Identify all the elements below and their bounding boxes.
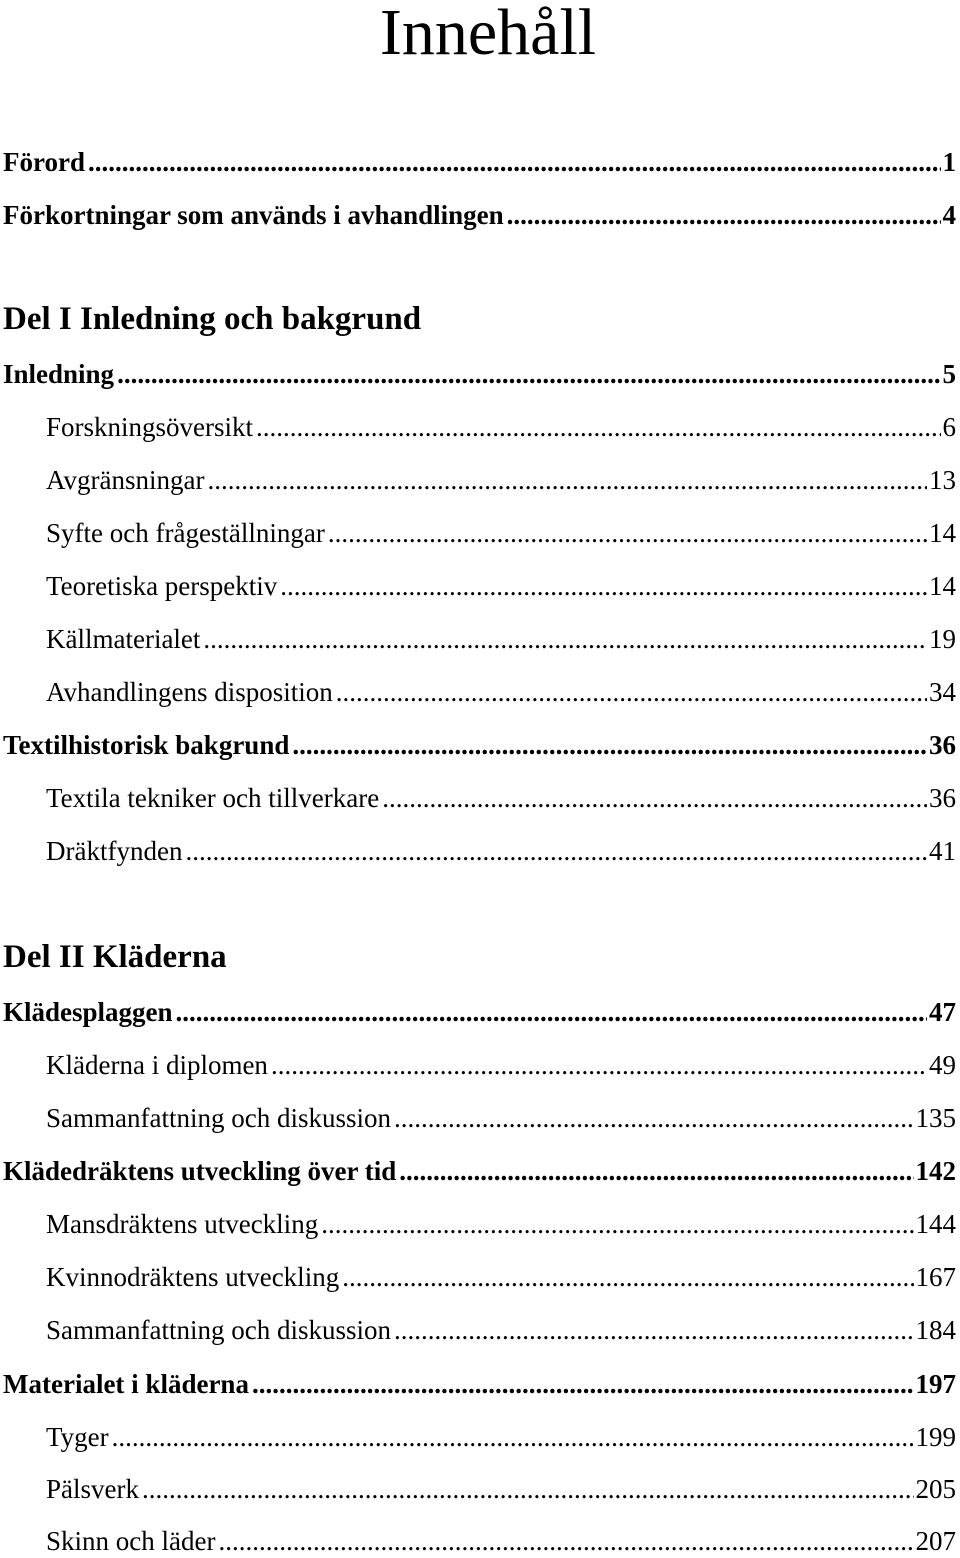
toc-entry-avhandlingens-disposition[interactable] (46, 675, 956, 709)
toc-entry-label: Avgränsningar (46, 465, 205, 495)
dot-leader (142, 1472, 914, 1506)
dot-leader (117, 357, 940, 391)
toc-entry-forkortningar[interactable] (3, 198, 956, 232)
toc-entry-page: 36 (929, 783, 956, 813)
toc-entry-avgransningar[interactable] (46, 463, 956, 497)
toc-entry-label: Klädedräktens utveckling över tid (3, 1156, 397, 1186)
toc-entry-label: Textilhistorisk bakgrund (3, 730, 290, 760)
part-heading-del-1: Del I Inledning och bakgrund (3, 301, 422, 337)
toc-entry-inledning[interactable] (3, 357, 956, 391)
dot-leader (256, 410, 940, 444)
toc-entry-page: 197 (915, 1369, 956, 1399)
dot-leader (185, 834, 927, 868)
toc-entry-forskningsoversikt[interactable] (46, 410, 956, 444)
toc-entry-tyger[interactable] (46, 1420, 956, 1454)
toc-entry-draktfynden[interactable] (46, 834, 956, 868)
toc-entry-textilhistorisk-bakgrund[interactable] (3, 728, 956, 762)
toc-entry-page: 6 (942, 412, 956, 442)
dot-leader (328, 516, 927, 550)
toc-entry-page: 13 (929, 465, 956, 495)
toc-entry-teoretiska-perspektiv[interactable] (46, 569, 956, 603)
toc-entry-label: Teoretiska perspektiv (46, 571, 278, 601)
toc-entry-label: Förkortningar som används i avhandlingen (3, 200, 504, 230)
toc-entry-page: 135 (915, 1103, 956, 1133)
toc-entry-label: Tyger (46, 1422, 109, 1452)
toc-entry-page: 41 (929, 836, 956, 866)
toc-entry-label: Sammanfattning och diskussion (46, 1103, 391, 1133)
toc-entry-page: 34 (929, 677, 956, 707)
page-title: Innehåll (379, 0, 597, 69)
toc-entry-kallmaterialet[interactable] (46, 622, 956, 656)
toc-entry-page: 14 (929, 571, 956, 601)
toc-entry-page: 207 (915, 1526, 956, 1556)
toc-entry-sammanfattning-2[interactable] (46, 1313, 956, 1347)
toc-entry-mansdraktens-utveckling[interactable] (46, 1207, 956, 1241)
toc-entry-label: Förord (3, 147, 85, 177)
toc-entry-label: Inledning (3, 359, 115, 389)
toc-entry-kladedraktens-utveckling[interactable] (3, 1154, 956, 1188)
toc-entry-page: 19 (929, 624, 956, 654)
toc-entry-materialet-i-kladerna[interactable] (3, 1367, 956, 1401)
dot-leader (394, 1313, 914, 1347)
toc-entry-label: Kläderna i diplomen (46, 1050, 268, 1080)
toc-entry-page: 144 (915, 1209, 956, 1239)
toc-entry-page: 184 (915, 1315, 956, 1345)
toc-entry-page: 1 (942, 147, 956, 177)
toc-entry-label: Syfte och frågeställningar (46, 518, 325, 548)
dot-leader (321, 1207, 913, 1241)
toc-entry-textila-tekniker[interactable] (46, 781, 956, 815)
toc-entry-sammanfattning-1[interactable] (46, 1101, 956, 1135)
dot-leader (394, 1101, 914, 1135)
toc-entry-label: Forskningsöversikt (46, 412, 254, 442)
toc-entry-label: Kvinnodräktens utveckling (46, 1262, 340, 1292)
dot-leader (271, 1048, 927, 1082)
dot-leader (203, 622, 927, 656)
part-heading-del-2: Del II Kläderna (3, 939, 227, 975)
dot-leader (336, 675, 927, 709)
dot-leader (399, 1154, 913, 1188)
toc-entry-label: Klädesplaggen (3, 997, 173, 1027)
toc-entry-page: 142 (915, 1156, 956, 1186)
toc-entry-page: 14 (929, 518, 956, 548)
dot-leader (207, 463, 927, 497)
toc-entry-page: 205 (915, 1474, 956, 1504)
toc-entry-label: Skinn och läder (46, 1526, 216, 1556)
toc-entry-page: 49 (929, 1050, 956, 1080)
toc-entry-label: Sammanfattning och diskussion (46, 1315, 391, 1345)
toc-entry-palsverk[interactable] (46, 1472, 956, 1506)
dot-leader (382, 781, 927, 815)
toc-entry-forord[interactable] (3, 145, 956, 179)
toc-entry-page: 47 (929, 997, 956, 1027)
dot-leader (252, 1367, 914, 1401)
toc-entry-label: Källmaterialet (46, 624, 201, 654)
toc-entry-page: 199 (915, 1422, 956, 1452)
dot-leader (280, 569, 927, 603)
dot-leader (507, 198, 941, 232)
toc-entry-label: Textila tekniker och tillverkare (46, 783, 380, 813)
toc-entry-page: 36 (929, 730, 956, 760)
dot-leader (112, 1420, 914, 1454)
toc-entry-kladerna-i-diplomen[interactable] (46, 1048, 956, 1082)
toc-entry-kladesplaggen[interactable] (3, 995, 956, 1029)
dot-leader (88, 145, 941, 179)
toc-entry-syfte[interactable] (46, 516, 956, 550)
dot-leader (342, 1260, 913, 1294)
toc-entry-label: Materialet i kläderna (3, 1369, 249, 1399)
dot-leader (176, 995, 927, 1029)
toc-entry-label: Pälsverk (46, 1474, 139, 1504)
dot-leader (218, 1524, 913, 1558)
toc-entry-label: Dräktfynden (46, 836, 183, 866)
toc-entry-label: Avhandlingens disposition (46, 677, 333, 707)
dot-leader (292, 728, 927, 762)
toc-entry-page: 4 (942, 200, 956, 230)
toc-entry-label: Mansdräktens utveckling (46, 1209, 319, 1239)
toc-entry-page: 167 (915, 1262, 956, 1292)
toc-entry-skinn-och-lader[interactable] (46, 1524, 956, 1558)
toc-entry-kvinnodraktens-utveckling[interactable] (46, 1260, 956, 1294)
toc-entry-page: 5 (942, 359, 956, 389)
